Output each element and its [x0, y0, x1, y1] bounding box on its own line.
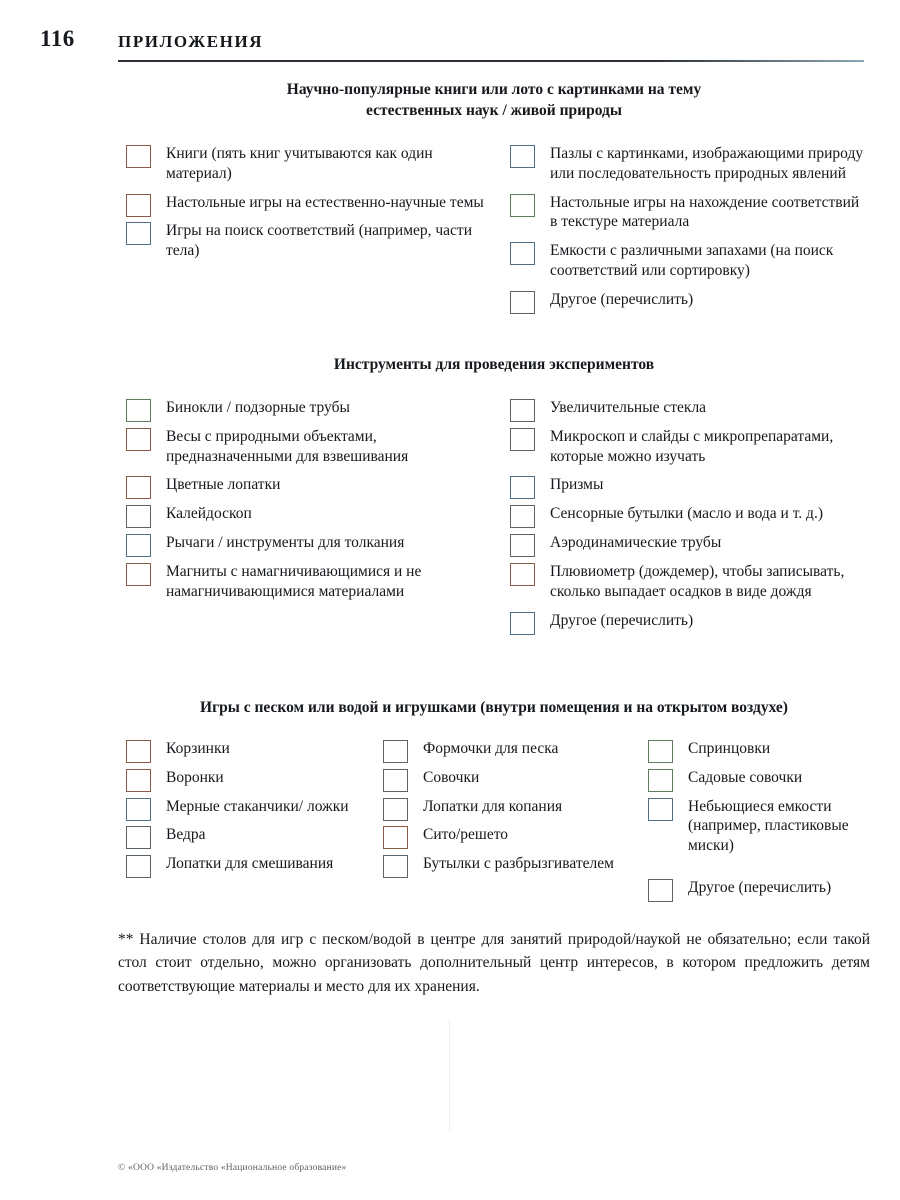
- checklist-column-left: [126, 398, 498, 611]
- checklist-item-label: Емкости с различными запахами (на поиск соответствий или сортировку): [550, 242, 834, 279]
- checklist-item-label: Бутылки с разбрызгивателем: [423, 855, 614, 873]
- section-title-line-1: Научно-популярные книги или лото с картинками на тему: [286, 81, 702, 98]
- checkbox[interactable]: [126, 798, 151, 821]
- checkbox[interactable]: [126, 740, 151, 763]
- page-header: [0, 24, 900, 64]
- checklist-item[interactable]: [510, 504, 870, 524]
- page-fold-line: [449, 1020, 450, 1130]
- checklist-item[interactable]: [126, 739, 366, 759]
- section-title-line-2: естественных наук / живой природы: [366, 101, 622, 119]
- checkbox[interactable]: [126, 769, 151, 792]
- checklist-item-label: Призмы: [550, 476, 604, 494]
- checklist-item-label: Другое (перечислить): [550, 290, 694, 308]
- checkbox[interactable]: [510, 612, 535, 635]
- checklist-item[interactable]: [510, 427, 870, 467]
- checklist-item[interactable]: [383, 854, 633, 874]
- checklist-item[interactable]: [648, 797, 873, 856]
- checkbox[interactable]: [648, 879, 673, 902]
- checklist-columns: [118, 144, 870, 344]
- checkbox[interactable]: [510, 194, 535, 217]
- checkbox[interactable]: [510, 242, 535, 265]
- section-title-line-1: Инструменты для проведения экспериментов: [333, 356, 655, 373]
- checklist-item[interactable]: [126, 562, 498, 602]
- checklist-item-label: Плювиометр (дождемер), чтобы записывать, сколько выпадает осадков в виде дождя: [550, 562, 845, 600]
- checkbox[interactable]: [648, 769, 673, 792]
- checklist-item[interactable]: [510, 144, 870, 184]
- checkbox[interactable]: [383, 826, 408, 849]
- header-divider: [118, 60, 864, 62]
- checkbox[interactable]: [126, 505, 151, 528]
- checkbox[interactable]: [510, 476, 535, 499]
- checklist-column-2: [383, 739, 633, 883]
- checkbox[interactable]: [126, 534, 151, 557]
- section-books-lotto: [118, 80, 870, 344]
- checkbox[interactable]: [383, 855, 408, 878]
- checklist-item-label: Увеличительные стекла: [550, 398, 707, 416]
- checklist-item-label: Мерные стаканчики/ ложки: [166, 797, 349, 815]
- section-title-line-1: Игры с песком или водой и игрушками (внутри помещения и на открытом воздухе): [200, 699, 788, 716]
- checkbox[interactable]: [383, 740, 408, 763]
- section-experiment-tools: [118, 355, 870, 688]
- checklist-item[interactable]: [383, 739, 633, 759]
- checklist-item-label: Книги (пять книг учитываются как один материал): [166, 144, 433, 182]
- checklist-item[interactable]: [510, 533, 870, 553]
- checklist-item-label: Цветные лопатки: [166, 476, 281, 494]
- checklist-item[interactable]: [126, 504, 498, 524]
- checkbox[interactable]: [126, 476, 151, 499]
- checklist-item[interactable]: [126, 398, 498, 418]
- footnote: ** Наличие столов для игр с песком/водой в центре для занятий природой/наукой не обязательно; если такой стол стоит отдельно, можно организовать дополнительный центр интересов, в котором предложить детям соответствующие материалы и место для их хранения.: [118, 931, 870, 995]
- checklist-item-label: Спринцовки: [688, 739, 771, 757]
- section-title: [118, 80, 870, 122]
- checkbox[interactable]: [126, 855, 151, 878]
- checkbox[interactable]: [510, 145, 535, 168]
- checklist-item[interactable]: [510, 398, 870, 418]
- checklist-item[interactable]: [510, 193, 870, 233]
- checklist-item-label: Сито/решето: [423, 826, 509, 844]
- checklist-item-label: Совочки: [423, 768, 480, 786]
- checklist-item[interactable]: [510, 290, 870, 310]
- checklist-item-label: Лопатки для смешивания: [166, 855, 334, 873]
- checkbox[interactable]: [383, 798, 408, 821]
- checklist-item[interactable]: [510, 562, 870, 602]
- checkbox[interactable]: [126, 194, 151, 217]
- checklist-column-1: [126, 739, 366, 883]
- checklist-item-label: Другое (перечислить): [550, 611, 694, 629]
- checklist-item[interactable]: [126, 768, 366, 788]
- checkbox[interactable]: [648, 798, 673, 821]
- checklist-item-label: Садовые совочки: [688, 768, 803, 786]
- checklist-item-label: Ведра: [166, 826, 206, 844]
- checkbox[interactable]: [510, 563, 535, 586]
- checklist-column-right: [510, 144, 870, 319]
- checklist-item[interactable]: [510, 241, 870, 281]
- checklist-item[interactable]: [126, 193, 498, 213]
- checklist-column-left: [126, 144, 498, 270]
- checkbox[interactable]: [510, 428, 535, 451]
- checklist-item-label: Пазлы с картинками, изображающими природу или последовательность природных явлений: [550, 144, 864, 182]
- checkbox[interactable]: [510, 291, 535, 314]
- checkbox[interactable]: [126, 399, 151, 422]
- checklist-columns: [118, 739, 870, 919]
- checklist-item-label: Микроскоп и слайды с микропрепаратами, которые можно изучать: [550, 427, 834, 465]
- checkbox[interactable]: [383, 769, 408, 792]
- checklist-item-label: Магниты с намагничивающимися и не намагничивающимися материалами: [166, 562, 422, 600]
- checklist-column-3: [648, 739, 873, 907]
- checklist-item[interactable]: [126, 533, 498, 553]
- checklist-item-label: Игры на поиск соответствий (например, части тела): [166, 222, 473, 260]
- checklist-item[interactable]: [383, 797, 633, 817]
- checklist-item[interactable]: [383, 825, 633, 845]
- checklist-columns: [118, 398, 870, 688]
- checklist-item-label: Другое (перечислить): [688, 879, 832, 897]
- checkbox[interactable]: [510, 505, 535, 528]
- checklist-item[interactable]: [126, 144, 498, 184]
- checkbox[interactable]: [510, 534, 535, 557]
- page-number: 116: [40, 26, 75, 51]
- checklist-item[interactable]: [510, 475, 870, 495]
- section-sand-water-play: [118, 698, 870, 919]
- checklist-item-label: Настольные игры на нахождение соответствий в текстуре материала: [550, 193, 860, 231]
- checklist-item-label: Настольные игры на естественно-научные темы: [166, 193, 484, 211]
- checklist-item-label: Калейдоскоп: [166, 505, 252, 523]
- checklist-item[interactable]: [126, 825, 366, 845]
- checklist-item[interactable]: [126, 427, 498, 467]
- checklist-item[interactable]: [648, 739, 873, 759]
- checkbox[interactable]: [126, 145, 151, 168]
- checklist-item[interactable]: [126, 854, 366, 874]
- checklist-item-label: Бинокли / подзорные трубы: [166, 398, 350, 416]
- checkbox[interactable]: [126, 563, 151, 586]
- checkbox[interactable]: [126, 826, 151, 849]
- checklist-item[interactable]: [383, 768, 633, 788]
- header-title: ПРИЛОЖЕНИЯ: [118, 32, 264, 51]
- checkbox[interactable]: [510, 399, 535, 422]
- checklist-item[interactable]: [126, 797, 366, 817]
- section-title: [118, 698, 870, 719]
- checklist-item[interactable]: [648, 878, 873, 898]
- checklist-item-label: Формочки для песка: [423, 739, 559, 757]
- checklist-item-label: Аэродинамические трубы: [550, 534, 722, 552]
- checklist-item[interactable]: [648, 768, 873, 788]
- copyright-footer: © «ООО «Издательство «Национальное образование»: [118, 1163, 347, 1173]
- checklist-item-label: Сенсорные бутылки (масло и вода и т. д.): [550, 505, 823, 523]
- checklist-item-label: Рычаги / инструменты для толкания: [166, 534, 405, 552]
- checklist-column-right: [510, 398, 870, 639]
- checkbox[interactable]: [648, 740, 673, 763]
- checklist-item[interactable]: [126, 221, 498, 261]
- checkbox[interactable]: [126, 428, 151, 451]
- checkbox[interactable]: [126, 222, 151, 245]
- checklist-item-label: Лопатки для копания: [423, 797, 563, 815]
- checklist-item-label: Воронки: [166, 768, 224, 786]
- checklist-item-label: Небьющиеся емкости (например, пластиковые миски): [688, 797, 849, 855]
- checklist-item-label: Весы с природными объектами, предназначенными для взвешивания: [166, 427, 409, 465]
- checklist-item-label: Корзинки: [166, 739, 230, 757]
- checklist-item[interactable]: [126, 475, 498, 495]
- checklist-item[interactable]: [510, 611, 870, 631]
- section-title: [118, 355, 870, 376]
